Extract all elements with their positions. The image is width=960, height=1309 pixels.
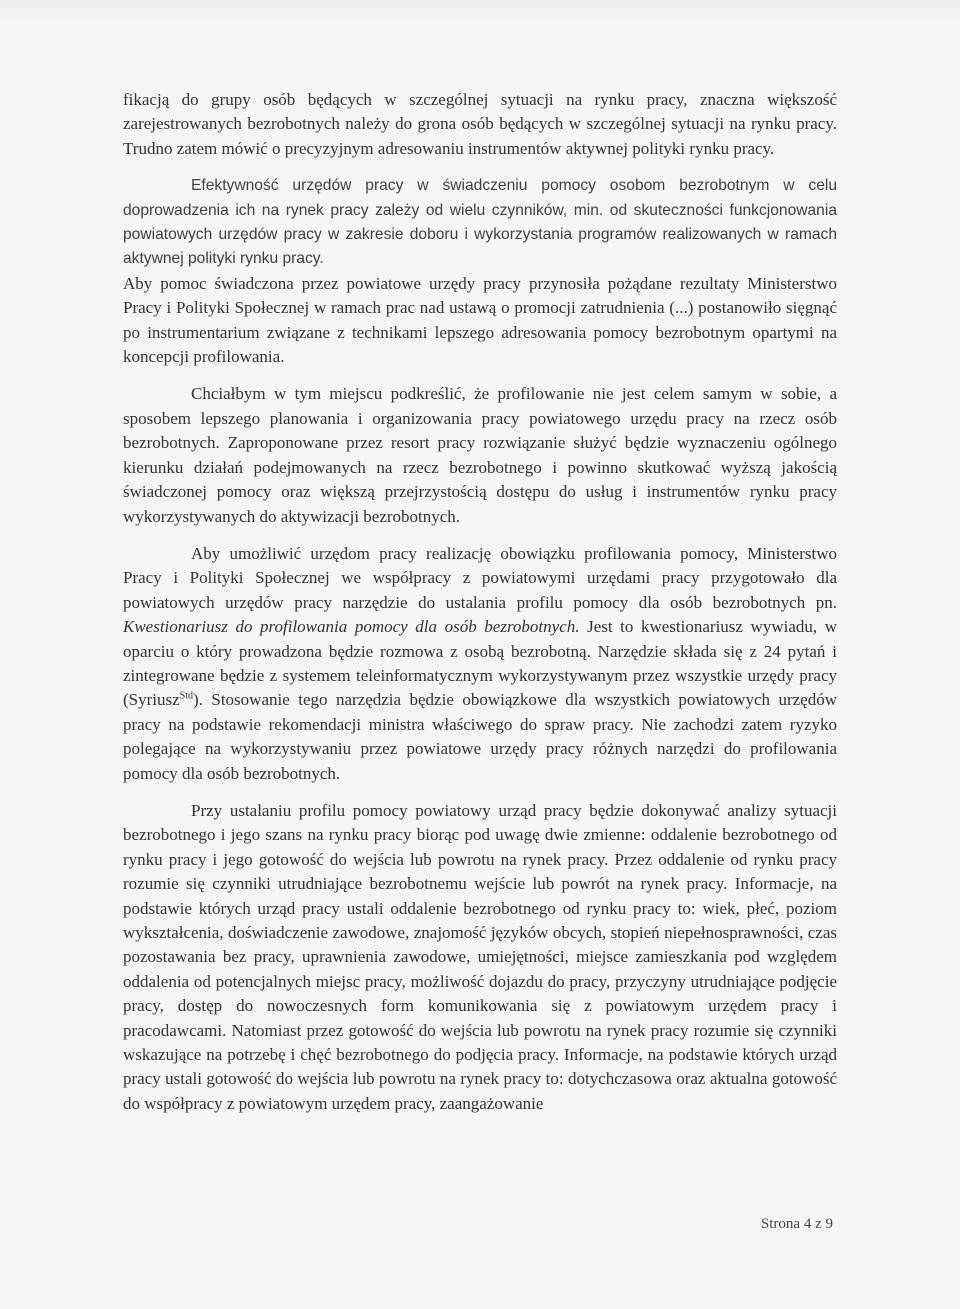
paragraph-2: Efektywność urzędów pracy w świadczeniu pomocy osobom bezrobotnym w celu doprowadzenia ich na rynek pracy zależy od wielu czynników, min. od skuteczności funkcjonowania powiatowych urzędów pracy w zakresie doboru i wykorzystania programów realizowanych w ramach aktywnej polityki rynku pracy.: [123, 177, 837, 268]
paragraph-3: Aby pomoc świadczona przez powiatowe urzędy pracy przynosiła pożądane rezultaty Ministerstwo Pracy i Polityki Społecznej w ramach prac nad ustawą o promocji zatrudnienia (...) postanowiło sięgnąć po instrumentarium związane z technikami lepszego adresowania pomocy bezrobotnym opartymi na koncepcji profilowania.: [123, 273, 837, 367]
paragraph-5: [123, 542, 837, 786]
paragraph-5-text-before: Aby umożliwić urzędom pracy realizację obowiązku profilowania pomocy, Ministerstwo Pracy i Polityki Społecznej we współpracy z powiatowymi urzędami pracy przygotowało dla powiatowych urzędów pracy narzędzie do ustalania profilu pomocy dla osób bezrobotnych pn.: [123, 543, 837, 612]
paragraph-6: Przy ustalaniu profilu pomocy powiatowy urząd pracy będzie dokonywać analizy sytuacji bezrobotnego i jego szans na rynku pracy biorąc pod uwagę dwie zmienne: oddalenie bezrobotnego od rynku pracy i jego gotowość do wejścia lub powrotu na rynek pracy. Przez oddalenie od rynku pracy rozumie się czynniki utrudniające bezrobotnemu wejście lub powrót na rynek pracy. Informacje, na podstawie których urząd pracy ustali oddalenie bezrobotnego od rynku pracy to: wiek, płeć, poziom wykształcenia, doświadczenie zawodowe, znajomość języków obcych, stopień niepełnosprawności, czas pozostawania bez pracy, uprawnienia zawodowe, umiejętności, miejsce zamieszkania pod względem oddalenia od potencjalnych miejsc pracy, możliwość dojazdu do pracy, przyczyny utrudniające podjęcie pracy, dostęp do nowoczesnych form komunikowania się z powiatowym urzędem pracy i pracodawcami. Natomiast przez gotowość do wejścia lub powrotu na rynek pracy rozumie się czynniki wskazujące na potrzebę i chęć bezrobotnego do podjęcia pracy. Informacje, na podstawie których urząd pracy ustali gotowość do wejścia lub powrotu na rynek pracy to: dotychczasowa oraz aktualna gotowość do współpracy z powiatowym urzędem pracy, zaangażowanie: [123, 800, 837, 1113]
scan-top-edge: [0, 0, 960, 22]
paragraph-1: fikacją do grupy osób będących w szczególnej sytuacji na rynku pracy, znaczna większość zarejestrowanych bezrobotnych należy do grona osób będących w szczególnej sytuacji na rynku pracy. Trudno zatem mówić o precyzyjnym adresowaniu instrumentów aktywnej polityki rynku pracy.: [123, 90, 837, 158]
document-page: [123, 88, 837, 1116]
page-number: Strona 4 z 9: [760, 1216, 833, 1232]
paragraph-5-text-middle: Jest to kwestionariusz wywiadu, w oparciu o który prowadzona będzie rozmowa z osobą bezrobotną. Narzędzie składa się z 24 pytań i zintegrowane będzie z systemem teleinformatycznym wykorzystywanym przez wszystkie urzędy pracy (Syriusz: [123, 617, 837, 710]
syriusz-superscript: Std: [179, 690, 194, 702]
paragraph-5-text-after: ). Stosowanie tego narzędzia będzie obowiązkowe dla wszystkich powiatowych urzędów pracy na podstawie rekomendacji ministra właściwego do spraw pracy. Nie zachodzi zatem ryzyko polegające na wykorzystywaniu przez powiatowe urzędy pracy różnych narzędzi do profilowania pomocy dla osób bezrobotnych.: [123, 690, 837, 783]
questionnaire-title: Kwestionariusz do profilowania pomocy dla osób bezrobotnych.: [123, 617, 580, 637]
paragraph-4: Chciałbym w tym miejscu podkreślić, że profilowanie nie jest celem samym w sobie, a sposobem lepszego planowania i organizowania pracy powiatowego urzędu pracy na rzecz osób bezrobotnych. Zaproponowane przez resort pracy rozwiązanie służyć będzie wyznaczeniu ogólnego kierunku działań podejmowanych na rzecz bezrobotnego i powinno skutkować wyższą jakością świadczonej pomocy oraz większą przejrzystością dostępu do usług i instrumentów rynku pracy wykorzystywanych do aktywizacji bezrobotnych.: [123, 384, 837, 526]
